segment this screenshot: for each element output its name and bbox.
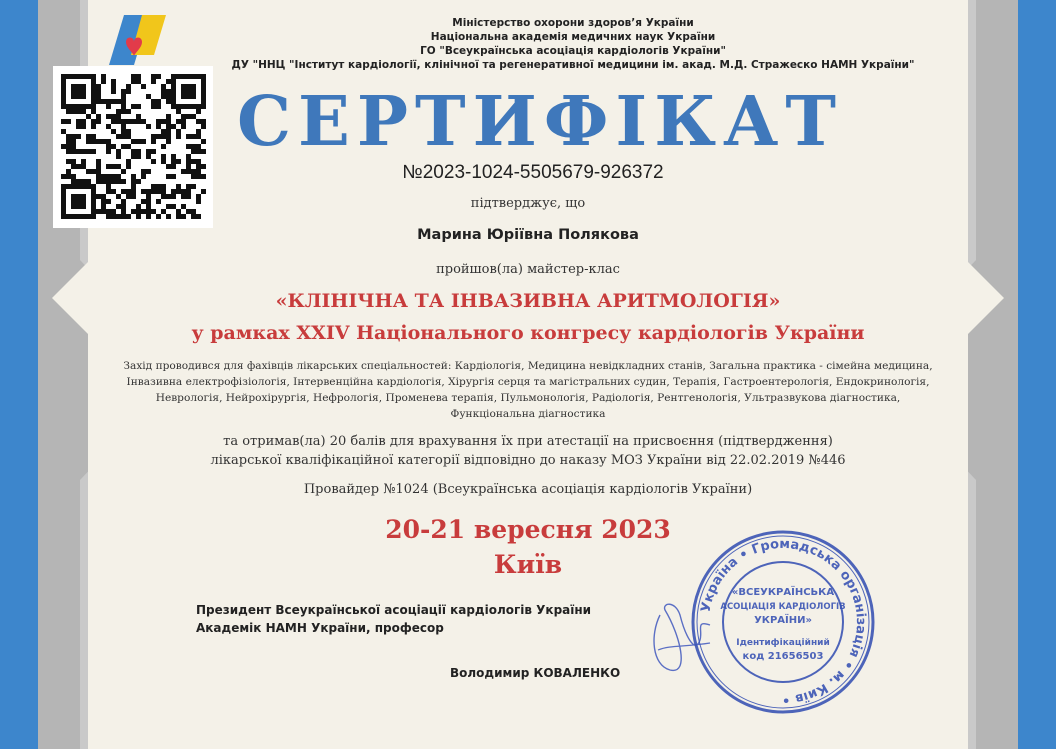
header-organizations — [0, 16, 1056, 72]
specialties-block — [0, 358, 1056, 422]
specialties-line: Функціональна діагностика — [450, 408, 606, 420]
stamp-center-line: АСОЦІАЦІЯ КАРДІОЛОГІВ — [720, 602, 846, 612]
specialties-line: Неврологія, Нейрохірургія, Нефрологія, Променева терапія, Пульмонологія, Радіологія, Рентгенологія, Ультразвукова діагностика, — [155, 392, 901, 404]
points-block — [0, 432, 1056, 470]
signatory-position — [196, 601, 591, 637]
header-line: Національна академія медичних наук України — [430, 31, 716, 43]
stamp-center-line: УКРАЇНИ» — [754, 615, 812, 626]
stamp-center-line: «ВСЕУКРАЇНСЬКА — [731, 587, 835, 598]
event-date: 20-21 вересня 2023 — [385, 515, 671, 544]
header-line: Міністерство охорони здоров’я України — [452, 17, 694, 29]
header-line: ГО "Всеукраїнська асоціація кардіологів України" — [420, 45, 726, 57]
certificate-title: СЕРТИФІКАТ — [236, 82, 844, 162]
stamp-ring-text: Україна • Громадська організація • м. Київ • — [698, 536, 869, 708]
confirms-text: підтверджує, що — [470, 196, 586, 211]
certificate-number: №2023-1024-5505679-926372 — [402, 162, 664, 183]
position-line: Президент Всеукраїнської асоціації кардіологів України — [196, 603, 592, 617]
completed-text: пройшов(ла) майстер-клас — [436, 262, 620, 277]
signatory-name: Володимир КОВАЛЕНКО — [450, 666, 621, 680]
position-line: Академік НАМН України, професор — [196, 621, 444, 635]
participant-name: Марина Юріївна Полякова — [417, 227, 639, 243]
specialties-line: Інвазивна електрофізіологія, Інтервенційна кардіологія, Хірургія серця та магістральних судин, Терапія, Гастроентерологія, Ендокринологія, — [126, 376, 930, 388]
points-line: лікарської кваліфікаційної категорії відповідно до наказу МОЗ України від 22.02.2019 №446 — [210, 453, 846, 468]
stamp-center-line: Ідентифікаційний — [736, 638, 830, 648]
course-subtitle: у рамках XXIV Національного конгресу кардіологів України — [191, 322, 865, 344]
stamp-seal — [688, 527, 878, 717]
points-line: та отримав(ла) 20 балів для врахування їх при атестації на присвоєння (підтвердження) — [223, 434, 833, 449]
specialties-line: Захід проводився для фахівців лікарських спеціальностей: Кардіологія, Медицина невідкладних станів, Загальна практика - сімейна медицина, — [123, 360, 933, 372]
stamp-center-line: код 21656503 — [742, 651, 824, 662]
course-title: «КЛІНІЧНА ТА ІНВАЗИВНА АРИТМОЛОГІЯ» — [275, 290, 781, 312]
header-line: ДУ "ННЦ "Інститут кардіології, клінічної та регенеративної медицини ім. акад. М.Д. Стражеско НАМН України" — [231, 59, 915, 71]
event-city: Київ — [493, 550, 563, 579]
provider-text: Провайдер №1024 (Всеукраїнська асоціація кардіологів України) — [303, 482, 753, 497]
